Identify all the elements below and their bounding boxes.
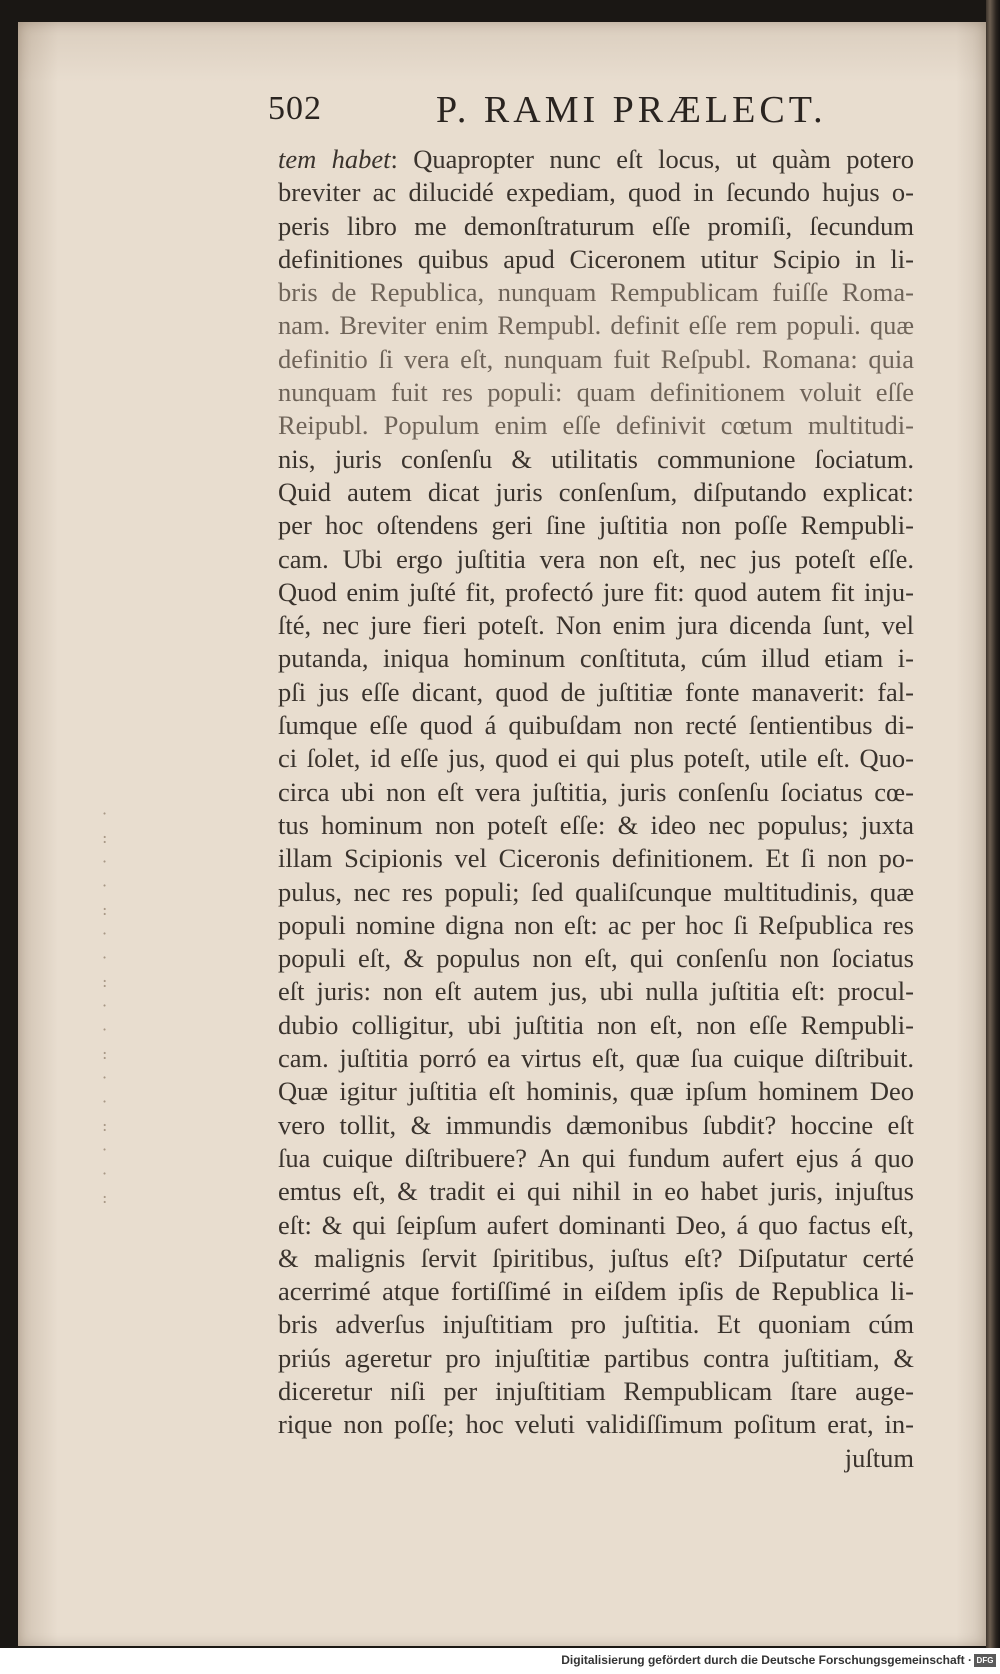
text-line [278, 1042, 914, 1075]
book-spine-edge [986, 0, 1000, 1674]
line-text: putanda, iniqua hominum conſtituta, cúm illud etiam i- [278, 643, 914, 674]
footer-bar [0, 1648, 1000, 1674]
line-text: bris de Republica, nunquam Rempublicam fuiſſe Roma- [278, 277, 914, 308]
line-text: eſt juris: non eſt autem jus, ubi nulla juſtitia eſt: procul- [278, 976, 914, 1007]
line-text: pulus, nec res populi; ſed qualiſcunque multitudinis, quæ [278, 876, 914, 907]
line-text: : Quapropter nunc eſt locus, ut quàm potero [390, 144, 914, 174]
line-text: & malignis ſervit ſpiritibus, juſtus eſt? Diſputatur certé [278, 1242, 914, 1273]
text-line [278, 276, 914, 309]
text-line [278, 709, 914, 742]
line-text: nis, juris conſenſu & utilitatis communione ſociatum. [278, 443, 914, 474]
text-line [278, 642, 914, 675]
text-line [278, 609, 914, 642]
line-text: tus hominum non poteſt eſſe: & ideo nec populus; juxta [278, 809, 914, 840]
line-text: vero tollit, & immundis dæmonibus ſubdit? hoccine eſt [278, 1109, 914, 1140]
page-header [268, 88, 848, 136]
line-text: peris libro me demonſtraturum eſſe promiſi, ſecundum [278, 210, 914, 241]
line-text: rique non poſſe; hoc veluti validiſſimum poſitum erat, in- [278, 1409, 914, 1440]
text-line [278, 1175, 914, 1208]
line-text: illam Scipionis vel Ciceronis definitionem. Et ſi non po- [278, 843, 914, 874]
line-text: per hoc oſtendens geri ſine juſtitia non poſſe Rempubli- [278, 510, 914, 541]
body-text [278, 143, 914, 1475]
text-line [278, 1209, 914, 1242]
text-line [278, 909, 914, 942]
text-line [278, 1375, 914, 1408]
text-line [278, 576, 914, 609]
line-text: nam. Breviter enim Rempubl. definit eſſe rem populi. quæ [278, 310, 914, 341]
text-line [278, 1342, 914, 1375]
margin-marks: · : · · : · · : · · : · · : · · : [102, 804, 108, 1207]
line-text: Quid autem dicat juris conſenſum, diſputando explicat: [278, 476, 914, 507]
line-text: acerrimé atque fortiſſimé in eiſdem ipſis de Republica li- [278, 1276, 914, 1307]
line-text: ſua cuique diſtribuere? An qui fundum aufert ejus á quo [278, 1142, 914, 1173]
text-line [278, 1242, 914, 1275]
line-text: populi eſt, & populus non eſt, qui conſenſu non ſociatus [278, 943, 914, 974]
line-text: ſté, nec jure fieri poteſt. Non enim jura dicenda ſunt, vel [278, 610, 914, 641]
line-text: populi nomine digna non eſt: ac per hoc ſi Reſpublica res [278, 909, 914, 940]
line-text: emtus eſt, & tradit ei qui nihil in eo habet juris, injuſtus [278, 1176, 914, 1207]
line-text: eſt: & qui ſeipſum aufert dominanti Deo, á quo factus eſt, [278, 1209, 914, 1240]
text-line [278, 476, 914, 509]
line-text: nunquam fuit res populi: quam definitionem voluit eſſe [278, 377, 914, 408]
text-line [278, 776, 914, 809]
text-line [278, 409, 914, 442]
text-line [278, 742, 914, 775]
text-line [278, 443, 914, 476]
text-line [278, 1142, 914, 1175]
running-title: P. RAMI PRÆLECT. [436, 89, 827, 131]
text-line [278, 809, 914, 842]
text-line [278, 176, 914, 209]
text-line [278, 543, 914, 576]
text-line [278, 243, 914, 276]
italic-catchword: tem habet [278, 144, 391, 174]
line-text: ſumque eſſe quod á quibuſdam non recté ſentientibus di- [278, 710, 914, 741]
text-line [278, 1442, 914, 1475]
text-line [278, 1109, 914, 1142]
line-text: juſtum [844, 1442, 914, 1473]
text-line [278, 509, 914, 542]
text-line [278, 842, 914, 875]
text-line [278, 942, 914, 975]
dfg-logo: DFG [974, 1654, 996, 1667]
text-line [278, 343, 914, 376]
text-line [278, 143, 914, 176]
line-text: ci ſolet, id eſſe jus, quod ei qui plus poteſt, utile eſt. Quo- [278, 743, 914, 774]
line-text: cam. juſtitia porró ea virtus eſt, quæ ſua cuique diſtribuit. [278, 1043, 914, 1074]
line-text: bris adverſus injuſtitiam pro juſtitia. Et quoniam cúm [278, 1309, 914, 1340]
text-line [278, 1308, 914, 1341]
line-text: diceretur niſi per injuſtitiam Rempublicam ſtare auge- [278, 1375, 914, 1406]
line-text: breviter ac dilucidé expediam, quod in ſecundo hujus o- [278, 177, 914, 208]
digitization-credit: Digitalisierung gefördert durch die Deutsche Forschungsgemeinschaft · [561, 1653, 972, 1667]
line-text: definitiones quibus apud Ciceronem utitur Scipio in li- [278, 243, 914, 274]
text-line [278, 876, 914, 909]
page-number: 502 [268, 90, 322, 127]
line-text: pſi jus eſſe dicant, quod de juſtitiæ fonte manaverit: fal- [278, 676, 914, 707]
text-line [278, 676, 914, 709]
line-text: circa ubi non eſt vera juſtitia, juris conſenſu ſociatus cœ- [278, 776, 914, 807]
line-text: priús ageretur pro injuſtitiæ partibus contra juſtitiam, & [278, 1342, 914, 1373]
line-text: Quod enim juſté fit, profectó jure fit: quod autem fit inju- [278, 576, 914, 607]
text-line [278, 376, 914, 409]
text-line [278, 1009, 914, 1042]
line-text: Reipubl. Populum enim eſſe definivit cœtum multitudi- [278, 410, 914, 441]
text-line [278, 975, 914, 1008]
text-line [278, 1408, 914, 1441]
text-line [278, 1275, 914, 1308]
line-text: dubio colligitur, ubi juſtitia non eſt, non eſſe Rempubli- [278, 1009, 914, 1040]
text-line [278, 1075, 914, 1108]
line-text: Quæ igitur juſtitia eſt hominis, quæ ipſum hominem Deo [278, 1076, 914, 1107]
text-line [278, 210, 914, 243]
line-text: cam. Ubi ergo juſtitia vera non eſt, nec jus poteſt eſſe. [278, 543, 914, 574]
line-text: definitio ſi vera eſt, nunquam fuit Reſpubl. Romana: quia [278, 343, 914, 374]
text-line [278, 309, 914, 342]
